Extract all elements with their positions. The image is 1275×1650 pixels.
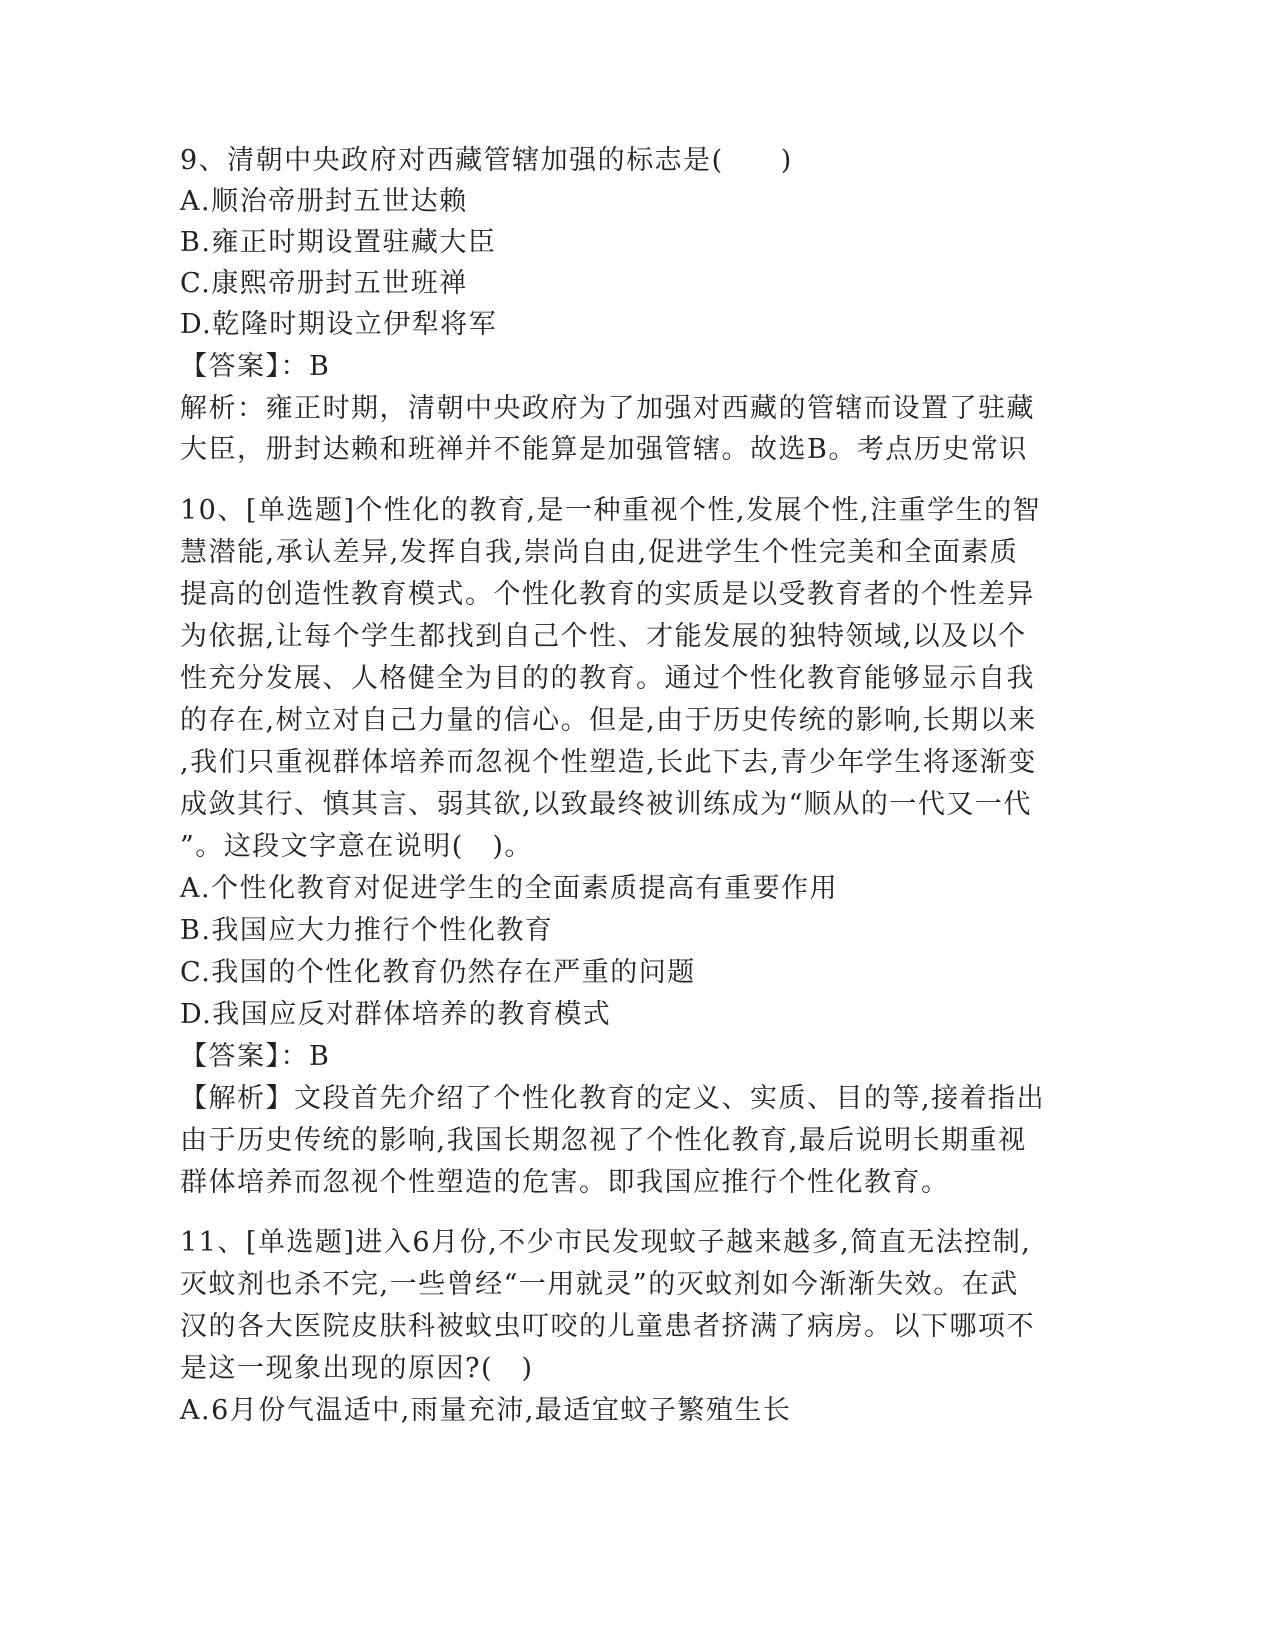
question-10-option-c: C.我国的个性化教育仍然存在严重的问题 — [180, 957, 696, 988]
question-11-stem-line: 11、[单选题]进入6月份,不少市民发现蚊子越来越多,简直无法控制, — [180, 1227, 1032, 1258]
question-10-stem-line: 为依据,让每个学生都找到自己个性、才能发展的独特领域,以及以个 — [180, 621, 1027, 652]
question-11-stem-line: 灭蚊剂也杀不完,一些曾经“一用就灵”的灭蚊剂如今渐渐失效。在武 — [180, 1269, 1019, 1300]
question-10-answer: 【答案】：B — [180, 1041, 331, 1072]
question-9-option-c: C.康熙帝册封五世班禅 — [180, 268, 468, 299]
question-10-stem-line: 成敛其行、慎其言、弱其欲,以致最终被训练成为“顺从的一代又一代 — [180, 789, 1032, 820]
question-10-explanation-line: 由于历史传统的影响,我国长期忽视了个性化教育,最后说明长期重视 — [180, 1125, 1027, 1156]
question-9-explanation-line: 解析：雍正时期，清朝中央政府为了加强对西藏的管辖而设置了驻藏 — [180, 393, 1035, 424]
question-9-explanation-line: 大臣，册封达赖和班禅并不能算是加强管辖。故选B。考点历史常识 — [180, 434, 1028, 465]
question-9-option-d: D.乾隆时期设立伊犁将军 — [180, 309, 498, 340]
question-11-stem-line: 汉的各大医院皮肤科被蚊虫叮咬的儿童患者挤满了病房。以下哪项不 — [180, 1311, 1035, 1342]
question-10-stem-line: ,我们只重视群体培养而忽视个性塑造,长此下去,青少年学生将逐渐变 — [180, 747, 1037, 778]
question-10-stem-line: 的存在,树立对自己力量的信心。但是,由于历史传统的影响,长期以来 — [180, 705, 1037, 736]
question-11-stem-line: 是这一现象出现的原因?( ) — [180, 1353, 534, 1384]
question-10-stem-line: 性充分发展、人格健全为目的的教育。通过个性化教育能够显示自我 — [180, 663, 1035, 694]
question-10-option-d: D.我国应反对群体培养的教育模式 — [180, 999, 612, 1030]
question-10-option-a: A.个性化教育对促进学生的全面素质提高有重要作用 — [180, 873, 839, 904]
question-9-stem: 9、清朝中央政府对西藏管辖加强的标志是( ) — [180, 145, 793, 176]
question-9-option-a: A.顺治帝册封五世达赖 — [180, 186, 468, 217]
question-10-stem-line: 提高的创造性教育模式。个性化教育的实质是以受教育者的个性差异 — [180, 579, 1035, 610]
question-10-stem-line: ”。这段文字意在说明( )。 — [180, 831, 533, 862]
question-10-stem-line: 10、[单选题]个性化的教育,是一种重视个性,发展个性,注重学生的智 — [180, 495, 1042, 526]
question-10-explanation-line: 【解析】文段首先介绍了个性化教育的定义、实质、目的等,接着指出 — [180, 1083, 1046, 1114]
question-11-option-a: A.6月份气温适中,雨量充沛,最适宜蚊子繁殖生长 — [180, 1395, 792, 1426]
question-10-option-b: B.我国应大力推行个性化教育 — [180, 915, 554, 946]
question-9-answer: 【答案】：B — [180, 351, 331, 382]
question-10-stem-line: 慧潜能,承认差异,发挥自我,崇尚自由,促进学生个性完美和全面素质 — [180, 537, 1019, 568]
question-10-explanation-line: 群体培养而忽视个性塑造的危害。即我国应推行个性化教育。 — [180, 1167, 950, 1198]
question-9-option-b: B.雍正时期设置驻藏大臣 — [180, 227, 497, 258]
